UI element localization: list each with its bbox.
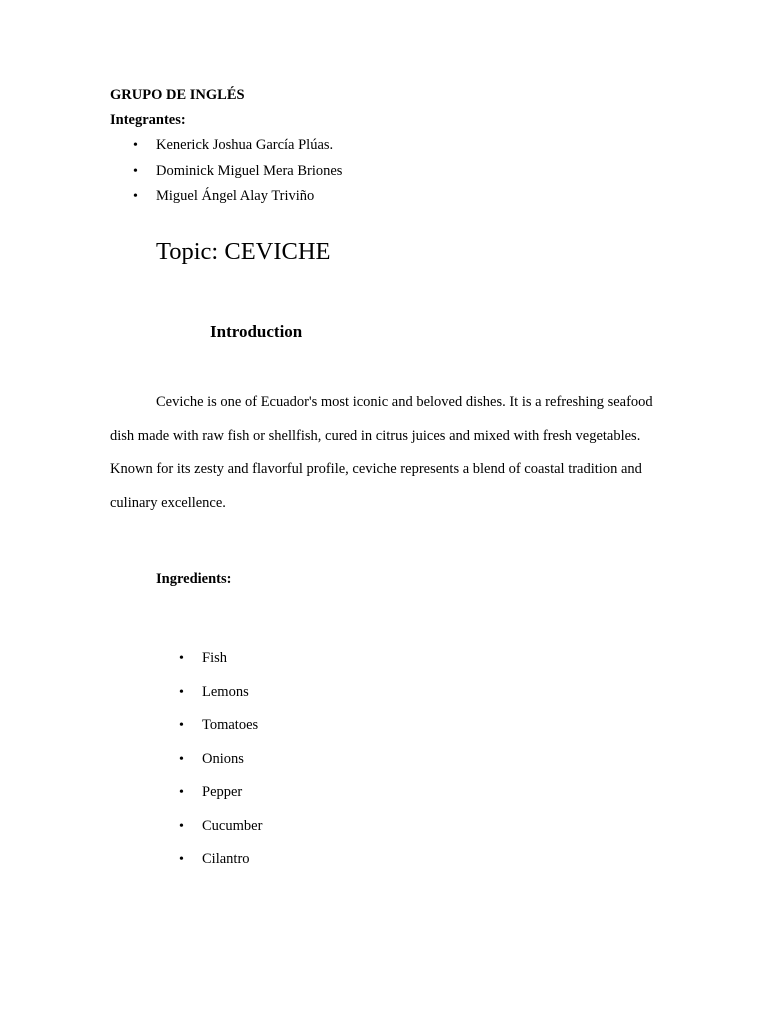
bullet-icon: • (179, 651, 184, 666)
ingredient-list-item (179, 817, 262, 836)
ingredient-name: Fish (202, 650, 227, 666)
member-name: Dominick Miguel Mera Briones (156, 162, 343, 179)
member-name: Miguel Ángel Alay Triviño (156, 188, 315, 204)
topic-title: Topic: CEVICHE (156, 238, 331, 265)
ingredients-heading: Ingredients: (156, 571, 232, 587)
ingredient-name: Cilantro (202, 851, 250, 867)
ingredient-name: Tomatoes (202, 717, 259, 733)
ingredient-list-item (179, 783, 242, 802)
ingredient-name: Cucumber (202, 817, 263, 834)
introduction-heading: Introduction (210, 322, 303, 341)
bullet-icon: • (133, 163, 138, 179)
introduction-paragraph: Ceviche is one of Ecuador's most iconic and beloved dishes. It is a refreshing seafood dish made with raw fish or shellfish, cured in citrus juices and mixed with fresh vegetables. Known for its zesty and flavorful profile, ceviche represents a blend of coastal tradition and culinary excellence. (110, 394, 653, 511)
ingredient-list-item (179, 716, 258, 735)
bullet-icon: • (179, 785, 184, 800)
group-title: GRUPO DE INGLÉS (110, 87, 245, 103)
bullet-icon: • (179, 751, 184, 767)
bullet-icon: • (133, 189, 138, 204)
ingredient-list-item (179, 850, 250, 869)
ingredient-name: Onions (202, 750, 244, 767)
ingredient-name: Lemons (202, 683, 249, 700)
ingredient-list-item (179, 649, 227, 668)
member-list-item (133, 162, 342, 181)
member-name: Kenerick Joshua García Plúas. (156, 137, 334, 153)
bullet-icon: • (133, 138, 138, 153)
member-list-item (133, 187, 314, 206)
bullet-icon: • (179, 718, 184, 733)
bullet-icon: • (179, 818, 184, 834)
bullet-icon: • (179, 852, 184, 867)
ingredient-list-item (179, 750, 244, 769)
ingredient-list-item (179, 683, 249, 702)
bullet-icon: • (179, 684, 184, 700)
ingredient-name: Pepper (202, 784, 243, 800)
member-list-item (133, 136, 333, 155)
members-label: Integrantes: (110, 112, 186, 128)
